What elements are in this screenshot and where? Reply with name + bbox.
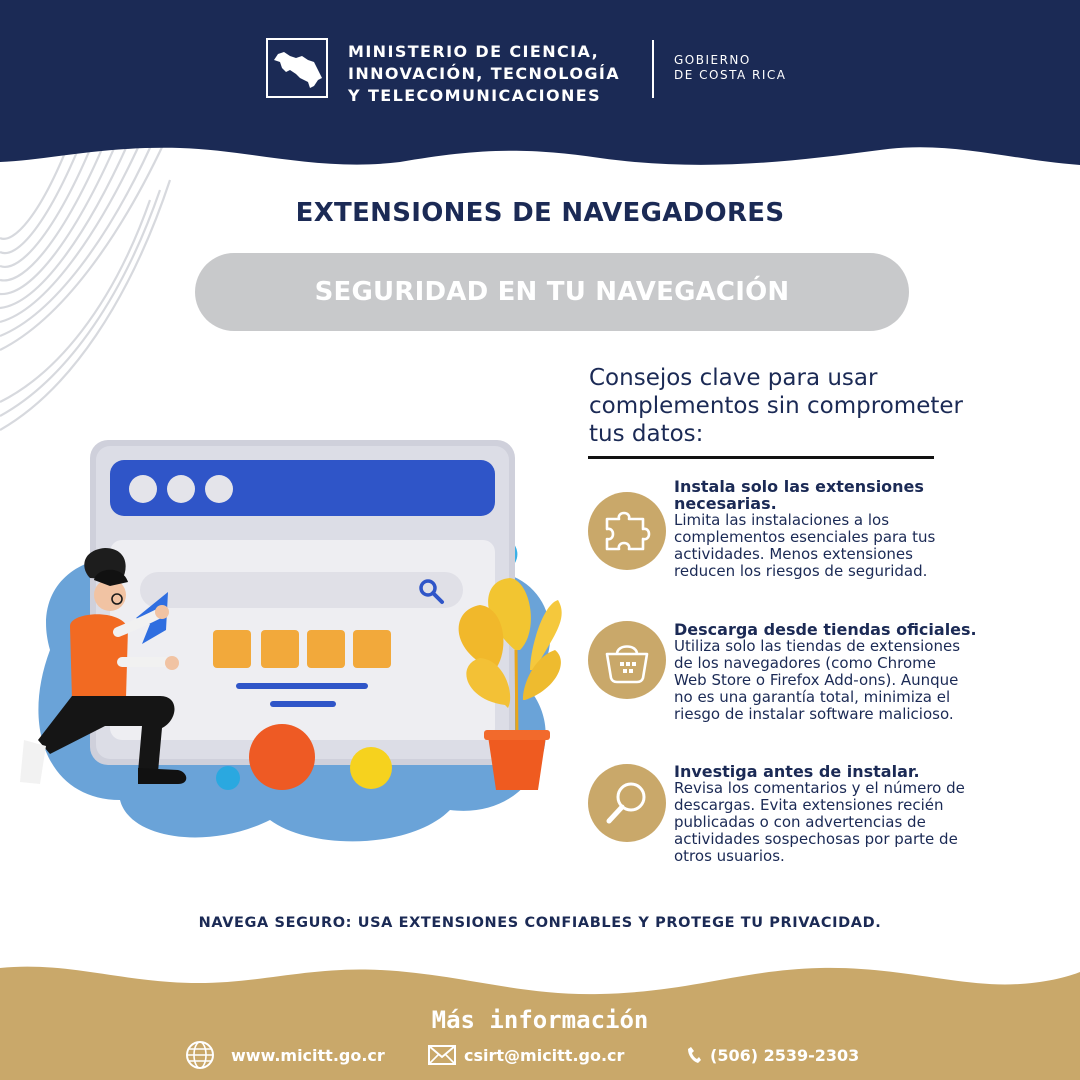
- phone-number[interactable]: (506) 2539-2303: [710, 1045, 860, 1065]
- tip-1: [674, 478, 1034, 580]
- blue-ball: [216, 766, 240, 790]
- tip-body: riesgo de instalar software malicioso.: [674, 705, 954, 723]
- browser-illustration: [10, 400, 570, 860]
- website-link[interactable]: www.micitt.go.cr: [231, 1045, 385, 1065]
- phone-icon: [686, 1045, 702, 1065]
- globe-icon: [185, 1040, 215, 1070]
- tip-body: descargas. Evita extensiones recién: [674, 796, 944, 814]
- tip-title: Instala solo las extensiones: [674, 477, 924, 496]
- shopping-basket-icon: [599, 632, 655, 688]
- government-name: [674, 53, 786, 83]
- tip-title: Investiga antes de instalar.: [674, 762, 920, 781]
- phone-contact[interactable]: [686, 1042, 859, 1068]
- tip-body: de los navegadores (como Chrome: [674, 654, 936, 672]
- subtitle: SEGURIDAD EN TU NAVEGACIÓN: [314, 277, 790, 307]
- tip-body: actividades. Menos extensiones: [674, 545, 913, 563]
- magnifying-glass-icon: [599, 775, 655, 831]
- tip-body: Revisa los comentarios y el número de: [674, 779, 965, 797]
- tip-icon-circle: [588, 621, 666, 699]
- ministry-line: Y TELECOMUNICACIONES: [348, 86, 601, 105]
- intro-text: [589, 364, 1019, 448]
- tip-3: [674, 763, 1034, 865]
- website-contact[interactable]: [185, 1042, 385, 1068]
- ministry-name: [348, 41, 620, 107]
- email-contact[interactable]: [428, 1042, 624, 1068]
- tip-icon-circle: [588, 764, 666, 842]
- header-divider: [652, 40, 654, 98]
- puzzle-piece-icon: [599, 503, 655, 559]
- ministry-line: INNOVACIÓN, TECNOLOGÍA: [348, 64, 620, 83]
- tip-body: publicadas o con advertencias de: [674, 813, 926, 831]
- tip-body: no es una garantía total, minimiza el: [674, 688, 951, 706]
- tip-body: otros usuarios.: [674, 847, 785, 865]
- envelope-icon: [428, 1045, 456, 1065]
- tip-body: complementos esenciales para tus: [674, 528, 936, 546]
- tip-body: Web Store o Firefox Add-ons). Aunque: [674, 671, 959, 689]
- ministry-line: MINISTERIO DE CIENCIA,: [348, 42, 600, 61]
- tip-body: reducen los riesgos de seguridad.: [674, 562, 928, 580]
- tip-body: Limita las instalaciones a los: [674, 511, 890, 529]
- tip-body: actividades sospechosas por parte de: [674, 830, 958, 848]
- intro-line: tus datos:: [589, 421, 704, 447]
- government-line: GOBIERNO: [674, 53, 751, 67]
- ministry-logo: [266, 38, 328, 98]
- government-line: DE COSTA RICA: [674, 68, 787, 82]
- section-divider: [588, 456, 934, 459]
- orange-ball: [249, 724, 315, 790]
- email-link[interactable]: csirt@micitt.go.cr: [464, 1045, 625, 1065]
- tip-body: Utiliza solo las tiendas de extensiones: [674, 637, 961, 655]
- page-title: EXTENSIONES DE NAVEGADORES: [295, 198, 785, 228]
- tip-title: Descarga desde tiendas oficiales.: [674, 620, 977, 639]
- tip-2: [674, 621, 1034, 723]
- motto: NAVEGA SEGURO: USA EXTENSIONES CONFIABLES Y PROTEGE TU PRIVACIDAD.: [198, 915, 882, 931]
- more-info-heading: Más información: [431, 1006, 649, 1034]
- intro-line: complementos sin comprometer: [589, 393, 963, 419]
- tip-title: necesarias.: [674, 494, 777, 513]
- tip-icon-circle: [588, 492, 666, 570]
- intro-line: Consejos clave para usar: [589, 365, 878, 391]
- yellow-ball: [350, 747, 392, 789]
- costa-rica-map-icon: [268, 40, 326, 96]
